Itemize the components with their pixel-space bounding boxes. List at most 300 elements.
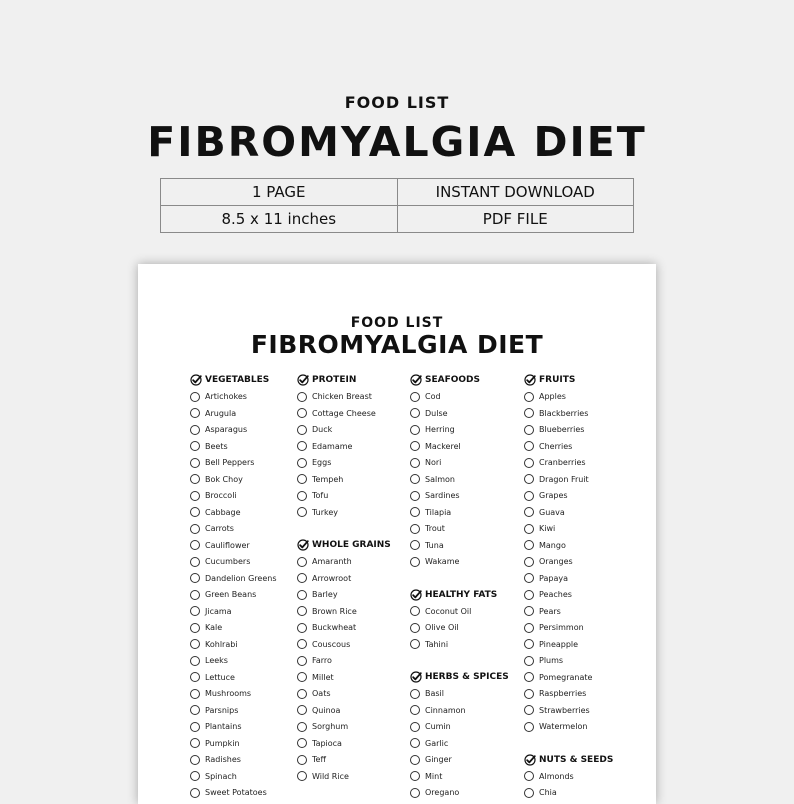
empty-checkbox-circle-icon[interactable]	[190, 573, 200, 583]
food-list-item[interactable]	[297, 422, 391, 439]
food-item-label: Oats	[312, 689, 331, 699]
food-item-label: Grapes	[539, 491, 568, 501]
food-list-item[interactable]	[524, 537, 613, 554]
empty-checkbox-circle-icon[interactable]	[524, 788, 534, 798]
food-list-item[interactable]	[524, 686, 613, 703]
food-item-label: Papaya	[539, 573, 568, 583]
category-heading-label: FRUITS	[539, 375, 576, 386]
empty-checkbox-circle-icon[interactable]	[297, 392, 307, 402]
food-item-label: Kale	[205, 623, 223, 633]
empty-checkbox-circle-icon[interactable]	[190, 771, 200, 781]
food-list-item[interactable]	[410, 488, 509, 505]
food-list-item[interactable]	[410, 471, 509, 488]
empty-checkbox-circle-icon[interactable]	[297, 573, 307, 583]
food-item-label: Amaranth	[312, 557, 352, 567]
food-list-item[interactable]	[190, 719, 276, 736]
empty-checkbox-circle-icon[interactable]	[297, 771, 307, 781]
empty-checkbox-circle-icon[interactable]	[297, 441, 307, 451]
food-list-item[interactable]	[297, 719, 391, 736]
empty-checkbox-circle-icon[interactable]	[297, 722, 307, 732]
empty-checkbox-circle-icon[interactable]	[524, 573, 534, 583]
food-list-item[interactable]	[297, 686, 391, 703]
food-item-label: Wakame	[425, 557, 460, 567]
food-item-label: Bok Choy	[205, 474, 243, 484]
section-spacer	[410, 570, 509, 587]
category-heading-label: VEGETABLES	[205, 375, 270, 386]
food-list-item[interactable]	[190, 389, 276, 406]
food-item-label: Quinoa	[312, 705, 341, 715]
empty-checkbox-circle-icon[interactable]	[297, 606, 307, 616]
food-item-label: Pumpkin	[205, 738, 240, 748]
checkbox-checked-icon	[297, 539, 309, 551]
empty-checkbox-circle-icon[interactable]	[524, 705, 534, 715]
food-item-label: Pomegranate	[539, 672, 593, 682]
category-heading	[297, 372, 391, 389]
food-list-item[interactable]	[410, 702, 509, 719]
food-list-item[interactable]	[524, 422, 613, 439]
food-list-item[interactable]	[410, 554, 509, 571]
empty-checkbox-circle-icon[interactable]	[190, 491, 200, 501]
food-list-item[interactable]	[410, 537, 509, 554]
empty-checkbox-circle-icon[interactable]	[297, 705, 307, 715]
empty-checkbox-circle-icon[interactable]	[190, 507, 200, 517]
food-item-label: Blackberries	[539, 408, 589, 418]
food-item-label: Chicken Breast	[312, 392, 372, 402]
food-list-item[interactable]	[524, 570, 613, 587]
empty-checkbox-circle-icon[interactable]	[297, 623, 307, 633]
empty-checkbox-circle-icon[interactable]	[297, 491, 307, 501]
checkbox-checked-icon	[297, 374, 309, 386]
food-list-item[interactable]	[190, 438, 276, 455]
food-item-label: Oregano	[425, 788, 460, 798]
empty-checkbox-circle-icon[interactable]	[190, 425, 200, 435]
food-list-item[interactable]	[524, 603, 613, 620]
empty-checkbox-circle-icon[interactable]	[524, 606, 534, 616]
food-list-item[interactable]	[410, 521, 509, 538]
food-item-label: Olive Oil	[425, 623, 459, 633]
empty-checkbox-circle-icon[interactable]	[190, 672, 200, 682]
food-item-label: Ginger	[425, 755, 452, 765]
food-item-label: Mackerel	[425, 441, 461, 451]
food-item-label: Strawberries	[539, 705, 590, 715]
food-item-label: Millet	[312, 672, 334, 682]
food-item-label: Turkey	[312, 507, 339, 517]
food-item-label: Herring	[425, 425, 455, 435]
sheet-subtitle: FOOD LIST	[350, 315, 444, 331]
food-list-item[interactable]	[297, 636, 391, 653]
food-column-4	[524, 372, 613, 801]
empty-checkbox-circle-icon[interactable]	[410, 771, 420, 781]
food-item-label: Almonds	[539, 771, 574, 781]
food-list-item[interactable]	[524, 521, 613, 538]
food-item-label: Radishes	[205, 755, 241, 765]
empty-checkbox-circle-icon[interactable]	[297, 458, 307, 468]
empty-checkbox-circle-icon[interactable]	[190, 738, 200, 748]
food-list-item[interactable]	[190, 752, 276, 769]
info-cell-format: PDF FILE	[397, 206, 634, 233]
food-list-item[interactable]	[410, 455, 509, 472]
food-item-label: Oranges	[539, 557, 573, 567]
empty-checkbox-circle-icon[interactable]	[297, 507, 307, 517]
empty-checkbox-circle-icon[interactable]	[410, 540, 420, 550]
section-spacer	[410, 653, 509, 670]
food-item-label: Tuna	[425, 540, 444, 550]
category-heading-label: SEAFOODS	[425, 375, 480, 386]
empty-checkbox-circle-icon[interactable]	[190, 639, 200, 649]
food-list-item[interactable]	[297, 669, 391, 686]
empty-checkbox-circle-icon[interactable]	[190, 540, 200, 550]
food-item-label: Trout	[425, 524, 445, 534]
food-item-label: Mint	[425, 771, 443, 781]
food-item-label: Pears	[539, 606, 561, 616]
food-list-item[interactable]	[297, 504, 391, 521]
food-list-item[interactable]	[524, 554, 613, 571]
food-item-label: Arugula	[205, 408, 237, 418]
food-item-label: Edamame	[312, 441, 353, 451]
empty-checkbox-circle-icon[interactable]	[524, 672, 534, 682]
food-list-item[interactable]	[190, 422, 276, 439]
food-item-label: Barley	[312, 590, 338, 600]
empty-checkbox-circle-icon[interactable]	[190, 755, 200, 765]
category-heading	[524, 752, 613, 769]
food-list-item[interactable]	[190, 488, 276, 505]
food-item-label: Eggs	[312, 458, 332, 468]
empty-checkbox-circle-icon[interactable]	[524, 771, 534, 781]
food-list-item[interactable]	[297, 389, 391, 406]
food-item-label: Cinnamon	[425, 705, 466, 715]
food-list-item[interactable]	[524, 768, 613, 785]
empty-checkbox-circle-icon[interactable]	[410, 705, 420, 715]
info-cell-pages: 1 PAGE	[161, 179, 398, 206]
empty-checkbox-circle-icon[interactable]	[190, 590, 200, 600]
food-item-label: Cranberries	[539, 458, 586, 468]
empty-checkbox-circle-icon[interactable]	[297, 656, 307, 666]
food-item-label: Sweet Potatoes	[205, 788, 267, 798]
food-item-label: Couscous	[312, 639, 351, 649]
food-item-label: Apples	[539, 392, 566, 402]
food-list-item[interactable]	[190, 669, 276, 686]
food-item-label: Cabbage	[205, 507, 241, 517]
food-list-item[interactable]	[524, 620, 613, 637]
food-list-item[interactable]	[297, 752, 391, 769]
food-list-item[interactable]	[524, 669, 613, 686]
category-heading	[410, 372, 509, 389]
empty-checkbox-circle-icon[interactable]	[410, 755, 420, 765]
empty-checkbox-circle-icon[interactable]	[190, 441, 200, 451]
food-list-item[interactable]	[297, 554, 391, 571]
food-item-label: Farro	[312, 656, 332, 666]
empty-checkbox-circle-icon[interactable]	[190, 524, 200, 534]
empty-checkbox-circle-icon[interactable]	[524, 656, 534, 666]
food-item-label: Duck	[312, 425, 333, 435]
info-cell-delivery: INSTANT DOWNLOAD	[397, 179, 634, 206]
food-list-item[interactable]	[190, 537, 276, 554]
food-list-item[interactable]	[524, 587, 613, 604]
food-item-label: Buckwheat	[312, 623, 357, 633]
food-item-label: Cherries	[539, 441, 573, 451]
food-item-label: Lettuce	[205, 672, 235, 682]
empty-checkbox-circle-icon[interactable]	[524, 474, 534, 484]
empty-checkbox-circle-icon[interactable]	[297, 474, 307, 484]
empty-checkbox-circle-icon[interactable]	[297, 755, 307, 765]
food-item-label: Basil	[425, 689, 445, 699]
empty-checkbox-circle-icon[interactable]	[410, 722, 420, 732]
empty-checkbox-circle-icon[interactable]	[297, 672, 307, 682]
empty-checkbox-circle-icon[interactable]	[297, 590, 307, 600]
empty-checkbox-circle-icon[interactable]	[524, 425, 534, 435]
empty-checkbox-circle-icon[interactable]	[410, 392, 420, 402]
food-list-item[interactable]	[190, 768, 276, 785]
empty-checkbox-circle-icon[interactable]	[297, 689, 307, 699]
food-item-label: Tofu	[312, 491, 329, 501]
empty-checkbox-circle-icon[interactable]	[410, 458, 420, 468]
food-list-item[interactable]	[190, 702, 276, 719]
food-list-item[interactable]	[297, 702, 391, 719]
food-list-item[interactable]	[190, 785, 276, 802]
empty-checkbox-circle-icon[interactable]	[190, 606, 200, 616]
food-list-item[interactable]	[190, 405, 276, 422]
food-list-item[interactable]	[410, 389, 509, 406]
food-item-label: Peaches	[539, 590, 572, 600]
food-list-item[interactable]	[297, 405, 391, 422]
food-list-item[interactable]	[190, 455, 276, 472]
food-list-item[interactable]	[524, 785, 613, 802]
checkbox-checked-icon	[190, 374, 202, 386]
food-item-label: Jicama	[205, 606, 232, 616]
food-list-item[interactable]	[524, 471, 613, 488]
food-item-label: Persimmon	[539, 623, 584, 633]
food-item-label: Coconut Oil	[425, 606, 472, 616]
food-item-label: Artichokes	[205, 392, 247, 402]
empty-checkbox-circle-icon[interactable]	[297, 738, 307, 748]
empty-checkbox-circle-icon[interactable]	[410, 557, 420, 567]
checkbox-checked-icon	[524, 374, 536, 386]
food-list-item[interactable]	[410, 422, 509, 439]
food-item-label: Guava	[539, 507, 565, 517]
empty-checkbox-circle-icon[interactable]	[190, 623, 200, 633]
food-item-label: Wild Rice	[312, 771, 349, 781]
food-item-label: Tilapia	[425, 507, 452, 517]
empty-checkbox-circle-icon[interactable]	[524, 590, 534, 600]
food-item-label: Beets	[205, 441, 228, 451]
food-column-2	[297, 372, 391, 785]
food-item-label: Kohlrabi	[205, 639, 238, 649]
product-info-table	[160, 178, 634, 233]
category-heading-label: WHOLE GRAINS	[312, 540, 391, 551]
empty-checkbox-circle-icon[interactable]	[297, 425, 307, 435]
food-list-item[interactable]	[410, 686, 509, 703]
food-list-item[interactable]	[190, 554, 276, 571]
empty-checkbox-circle-icon[interactable]	[410, 788, 420, 798]
food-item-label: Cottage Cheese	[312, 408, 376, 418]
food-item-label: Parsnips	[205, 705, 239, 715]
food-item-label: Dandelion Greens	[205, 573, 277, 583]
empty-checkbox-circle-icon[interactable]	[190, 705, 200, 715]
food-list-item[interactable]	[297, 455, 391, 472]
food-list-item[interactable]	[410, 735, 509, 752]
empty-checkbox-circle-icon[interactable]	[190, 458, 200, 468]
category-heading-label: NUTS & SEEDS	[539, 754, 614, 765]
empty-checkbox-circle-icon[interactable]	[524, 408, 534, 418]
empty-checkbox-circle-icon[interactable]	[524, 441, 534, 451]
empty-checkbox-circle-icon[interactable]	[190, 408, 200, 418]
food-list-item[interactable]	[297, 735, 391, 752]
food-list-item[interactable]	[297, 438, 391, 455]
empty-checkbox-circle-icon[interactable]	[524, 639, 534, 649]
food-item-label: Plums	[539, 656, 564, 666]
food-list-item[interactable]	[190, 521, 276, 538]
empty-checkbox-circle-icon[interactable]	[190, 788, 200, 798]
food-item-label: Cucumbers	[205, 557, 251, 567]
food-list-item[interactable]	[297, 620, 391, 637]
category-heading	[297, 537, 391, 554]
empty-checkbox-circle-icon[interactable]	[297, 408, 307, 418]
empty-checkbox-circle-icon[interactable]	[410, 606, 420, 616]
empty-checkbox-circle-icon[interactable]	[410, 639, 420, 649]
food-list-item[interactable]	[410, 785, 509, 802]
food-list-item[interactable]	[190, 620, 276, 637]
food-list-item[interactable]	[524, 488, 613, 505]
food-list-item[interactable]	[410, 603, 509, 620]
empty-checkbox-circle-icon[interactable]	[190, 474, 200, 484]
empty-checkbox-circle-icon[interactable]	[410, 408, 420, 418]
empty-checkbox-circle-icon[interactable]	[410, 524, 420, 534]
food-list-item[interactable]	[190, 587, 276, 604]
food-item-label: Mushrooms	[205, 689, 252, 699]
food-list-item[interactable]	[524, 504, 613, 521]
food-list-item[interactable]	[190, 735, 276, 752]
checkbox-checked-icon	[410, 374, 422, 386]
food-item-label: Kiwi	[539, 524, 556, 534]
food-item-label: Mango	[539, 540, 566, 550]
checkbox-checked-icon	[524, 754, 536, 766]
empty-checkbox-circle-icon[interactable]	[410, 738, 420, 748]
food-list-item[interactable]	[410, 768, 509, 785]
empty-checkbox-circle-icon[interactable]	[524, 458, 534, 468]
empty-checkbox-circle-icon[interactable]	[410, 623, 420, 633]
category-heading	[524, 372, 613, 389]
food-item-label: Carrots	[205, 524, 234, 534]
empty-checkbox-circle-icon[interactable]	[410, 689, 420, 699]
empty-checkbox-circle-icon[interactable]	[190, 557, 200, 567]
food-list-item[interactable]	[410, 752, 509, 769]
food-list-item[interactable]	[524, 719, 613, 736]
empty-checkbox-circle-icon[interactable]	[410, 491, 420, 501]
empty-checkbox-circle-icon[interactable]	[410, 425, 420, 435]
empty-checkbox-circle-icon[interactable]	[524, 623, 534, 633]
food-item-label: Nori	[425, 458, 442, 468]
section-spacer	[297, 521, 391, 538]
food-list-item[interactable]	[524, 455, 613, 472]
food-item-label: Dulse	[425, 408, 448, 418]
food-list-item[interactable]	[297, 653, 391, 670]
empty-checkbox-circle-icon[interactable]	[524, 524, 534, 534]
food-column-1	[190, 372, 276, 801]
food-list-item[interactable]	[297, 570, 391, 587]
food-item-label: Cod	[425, 392, 441, 402]
food-list-item[interactable]	[410, 438, 509, 455]
food-item-label: Dragon Fruit	[539, 474, 589, 484]
category-heading	[190, 372, 276, 389]
food-list-item[interactable]	[297, 488, 391, 505]
food-item-label: Plantains	[205, 722, 242, 732]
food-list-item[interactable]	[524, 636, 613, 653]
empty-checkbox-circle-icon[interactable]	[524, 689, 534, 699]
empty-checkbox-circle-icon[interactable]	[297, 639, 307, 649]
food-item-label: Watermelon	[539, 722, 588, 732]
food-list-item[interactable]	[410, 405, 509, 422]
food-list-item[interactable]	[190, 471, 276, 488]
food-item-label: Asparagus	[205, 425, 248, 435]
food-list-item[interactable]	[297, 603, 391, 620]
printable-sheet-preview	[138, 264, 656, 804]
food-item-label: Pineapple	[539, 639, 579, 649]
listing-title: FIBROMYALGIA DIET	[147, 118, 647, 166]
food-list-item[interactable]	[524, 702, 613, 719]
food-list-item[interactable]	[190, 636, 276, 653]
info-cell-size: 8.5 x 11 inches	[161, 206, 398, 233]
food-item-label: Brown Rice	[312, 606, 357, 616]
food-list-item[interactable]	[297, 587, 391, 604]
food-item-label: Leeks	[205, 656, 228, 666]
food-item-label: Green Beans	[205, 590, 257, 600]
empty-checkbox-circle-icon[interactable]	[297, 557, 307, 567]
listing-subtitle: FOOD LIST	[344, 93, 450, 112]
food-item-label: Teff	[312, 755, 326, 765]
food-list-item[interactable]	[410, 620, 509, 637]
food-list-item[interactable]	[524, 405, 613, 422]
food-item-label: Garlic	[425, 738, 449, 748]
food-item-label: Arrowroot	[312, 573, 352, 583]
empty-checkbox-circle-icon[interactable]	[410, 474, 420, 484]
food-list-item[interactable]	[190, 570, 276, 587]
food-list-item[interactable]	[297, 768, 391, 785]
food-item-label: Sorghum	[312, 722, 349, 732]
food-list-item[interactable]	[190, 603, 276, 620]
empty-checkbox-circle-icon[interactable]	[410, 441, 420, 451]
food-list-item[interactable]	[297, 471, 391, 488]
food-list-item[interactable]	[190, 686, 276, 703]
food-item-label: Salmon	[425, 474, 455, 484]
food-list-item[interactable]	[410, 504, 509, 521]
food-list-item[interactable]	[410, 719, 509, 736]
empty-checkbox-circle-icon[interactable]	[524, 540, 534, 550]
food-list-item[interactable]	[524, 438, 613, 455]
food-item-label: Broccoli	[205, 491, 237, 501]
category-heading-label: HERBS & SPICES	[425, 672, 509, 683]
empty-checkbox-circle-icon[interactable]	[524, 557, 534, 567]
checkbox-checked-icon	[410, 671, 422, 683]
empty-checkbox-circle-icon[interactable]	[524, 507, 534, 517]
food-list-item[interactable]	[190, 504, 276, 521]
empty-checkbox-circle-icon[interactable]	[190, 722, 200, 732]
info-row	[161, 179, 634, 206]
food-list-item[interactable]	[524, 389, 613, 406]
empty-checkbox-circle-icon[interactable]	[190, 656, 200, 666]
empty-checkbox-circle-icon[interactable]	[190, 392, 200, 402]
section-spacer	[524, 735, 613, 752]
empty-checkbox-circle-icon[interactable]	[524, 722, 534, 732]
empty-checkbox-circle-icon[interactable]	[524, 491, 534, 501]
empty-checkbox-circle-icon[interactable]	[190, 689, 200, 699]
empty-checkbox-circle-icon[interactable]	[410, 507, 420, 517]
food-item-label: Cauliflower	[205, 540, 250, 550]
category-heading-label: PROTEIN	[312, 375, 357, 386]
food-list-item[interactable]	[524, 653, 613, 670]
food-list-item[interactable]	[410, 636, 509, 653]
empty-checkbox-circle-icon[interactable]	[524, 392, 534, 402]
food-list-item[interactable]	[190, 653, 276, 670]
